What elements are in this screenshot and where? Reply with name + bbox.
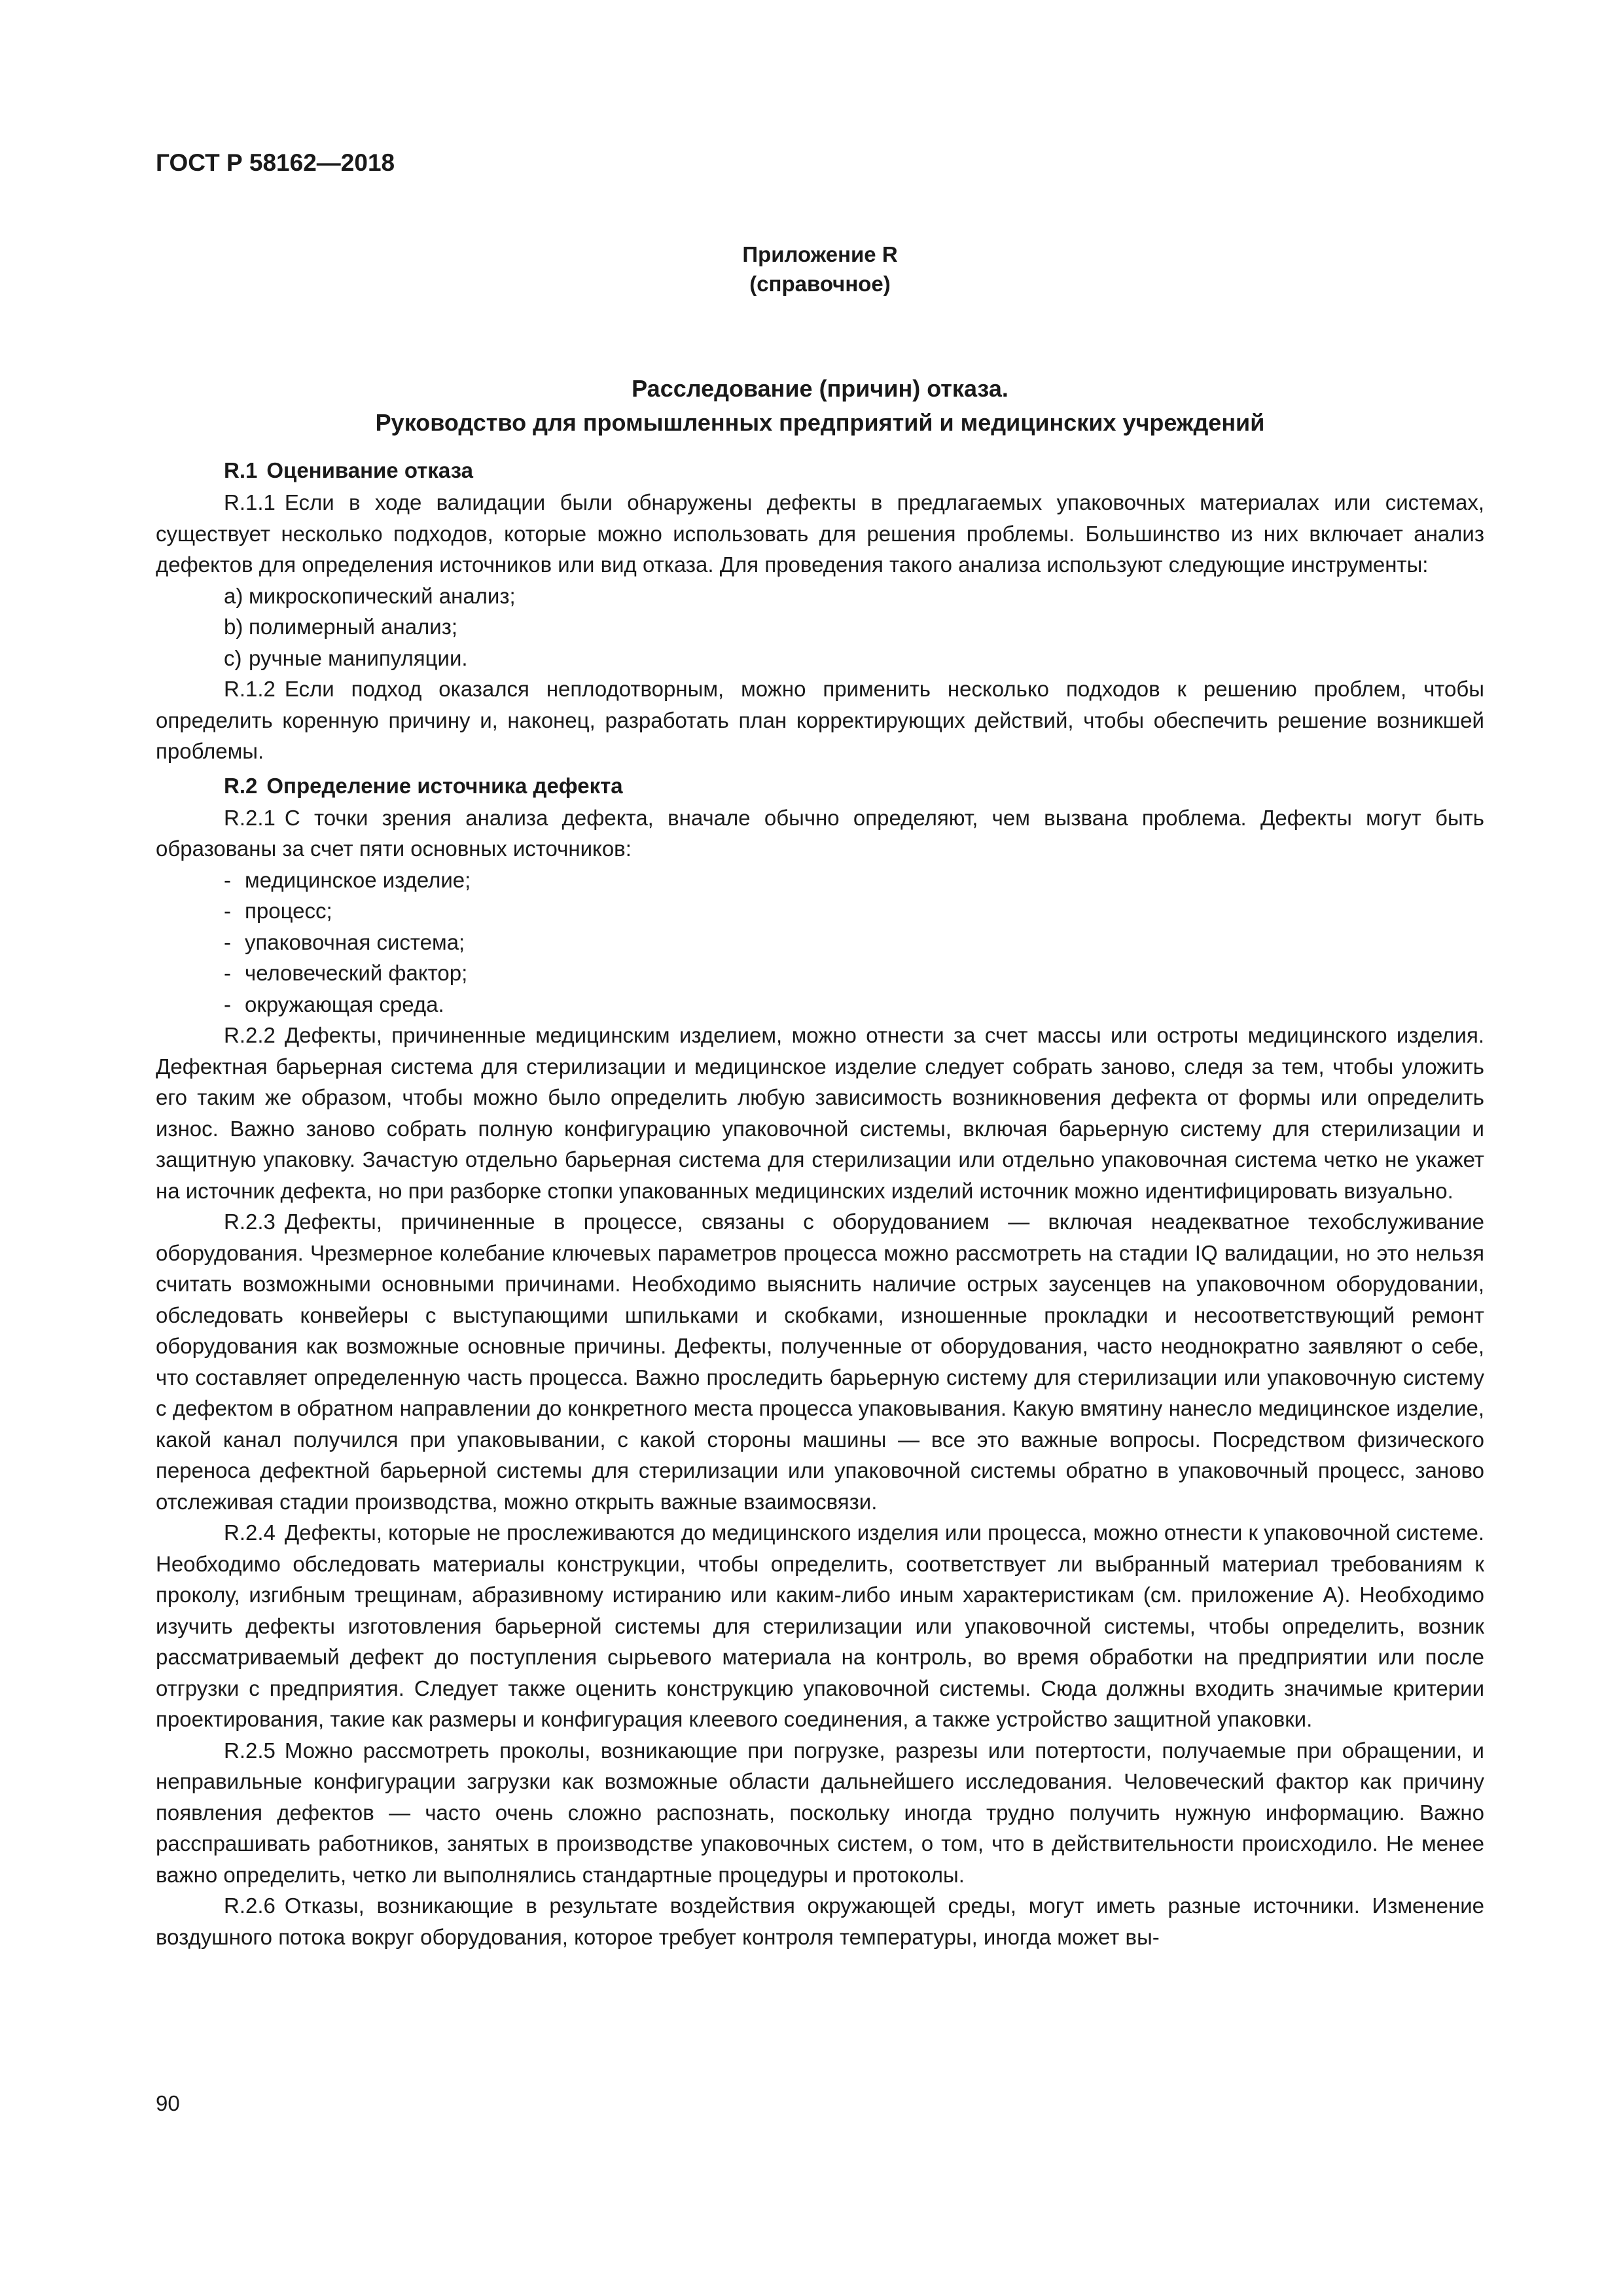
list-item-text: окружающая среда. — [245, 992, 444, 1016]
list-item-text: упаковочная система; — [245, 929, 465, 954]
paragraph-number: R.2.3 — [224, 1210, 276, 1234]
list-marker: - — [224, 961, 231, 985]
list-marker: - — [224, 929, 231, 954]
list-item-text: медицинское изделие; — [245, 867, 471, 892]
paragraph-text: Дефекты, причиненные в процессе, связаны с оборудованием — включая неадекватное техобслуживание оборудования. Чрезмерное колебание ключевых параметров процесса можно рассмотреть на стадии IQ валидации, но это нельзя считать возможными основными причинами. Необходимо выяснить наличие острых заусенцев на упаковочном оборудовании, обследовать конвейеры с выступающими шпильками и скобками, изношенные прокладки и несоответствующий ремонт оборудования как возможные основные причины. Дефекты, полученные от оборудования, часто неоднократно заявляют о себе, что составляет определенную часть процесса. Важно проследить барьерную систему для стерилизации или упаковочную систему с дефектом в обратном направлении до конкретного места процесса упаковывания. Какую вмятину нанесло медицинское изделие, какой канал получился при упаковывании, с какой стороны машины — все это важные вопросы. Посредством физического переноса дефектной барьерной системы для стерилизации или упаковочной системы обратно в упаковочный процесс, заново отслеживая стадии производства, можно открыть важные взаимосвязи. — [156, 1210, 1484, 1514]
section-number: R.1 — [224, 458, 258, 482]
paragraph-number: R.2.5 — [224, 1738, 276, 1763]
section-title: Оценивание отказа — [266, 458, 473, 482]
paragraph-r1-1 — [156, 487, 1484, 581]
paragraph-r2-6 — [156, 1890, 1484, 1952]
paragraph-r1-2 — [156, 673, 1484, 767]
list-marker: b) — [224, 615, 243, 639]
paragraph-text: Можно рассмотреть проколы, возникающие при погрузке, разрезы или потертости, получаемые при обращении, и неправильные конфигурации загрузки как возможные области дальнейшего исследования. Человеческий фактор как причину появления дефектов — часто очень сложно распознать, поскольку иногда трудно получить нужную информацию. Важно расспрашивать работников, занятых в производстве упаковочных систем, о том, что в действительности происходило. Не менее важно определить, четко ли выполнялись стандартные процедуры и протоколы. — [156, 1738, 1484, 1887]
main-title-line-1: Расследование (причин) отказа. — [632, 375, 1008, 402]
paragraph-number: R.2.2 — [224, 1023, 276, 1047]
paragraph-text: Дефекты, причиненные медицинским изделием, можно отнести за счет массы или остроты медицинского изделия. Дефектная барьерная система для стерилизации и медицинское изделие следует собрать заново, следя за тем, чтобы уложить его таким же образом, чтобы можно было определить любую зависимость возникновения дефекта от формы или определить износ. Важно заново собрать полную конфигурацию упаковочной системы, включая барьерную систему для стерилизации и защитную упаковку. Зачастую отдельно барьерная система для стерилизации или отдельно упаковочная система четко не укажет на источник дефекта, но при разборке стопки упакованных медицинских изделий источник можно идентифицировать визуально. — [156, 1023, 1484, 1203]
list-item-text: процесс; — [245, 899, 332, 923]
annex-type: (справочное) — [749, 272, 891, 296]
section-heading-r1 — [156, 456, 1484, 486]
list-marker: - — [224, 899, 231, 923]
paragraph-number: R.2.4 — [224, 1520, 276, 1545]
section-title: Определение источника дефекта — [266, 773, 623, 798]
paragraph-r2-4 — [156, 1517, 1484, 1735]
list-item-text: полимерный анализ; — [249, 615, 458, 639]
list-item — [156, 895, 1484, 927]
section-number: R.2 — [224, 773, 258, 798]
paragraph-number: R.2.1 — [224, 805, 276, 830]
paragraph-text: Отказы, возникающие в результате воздействия окружающей среды, могут иметь разные источники. Изменение воздушного потока вокруг оборудования, которое требует контроля температуры, иногда может вы- — [156, 1893, 1484, 1949]
list-item-text: микроскопический анализ; — [249, 583, 516, 608]
page-number: 90 — [156, 2091, 180, 2115]
list-item — [156, 611, 1484, 643]
paragraph-r2-5 — [156, 1735, 1484, 1891]
list-item — [156, 581, 1484, 612]
paragraph-number: R.2.6 — [224, 1893, 276, 1918]
list-item — [156, 927, 1484, 958]
list-marker: - — [224, 867, 231, 892]
document-code: ГОСТ Р 58162—2018 — [156, 149, 395, 176]
paragraph-r2-2 — [156, 1020, 1484, 1206]
list-marker: a) — [224, 583, 243, 608]
paragraph-text: Дефекты, которые не прослеживаются до медицинского изделия или процесса, можно отнести к упаковочной системе. Необходимо обследовать материалы конструкции, чтобы определить, соответствует ли выбранный материал требованиям к проколу, изгибным трещинам, абразивному истиранию или каким-либо иным характеристикам (см. приложение А). Необходимо изучить дефекты изготовления барьерной системы для стерилизации или упаковочной системы, чтобы определить, возник рассматриваемый дефект до поступления сырьевого материала на контроль, во время обработки на предприятии или после отгрузки с предприятия. Следует также оценить конструкцию упаковочной системы. Сюда должны входить значимые критерии проектирования, такие как размеры и конфигурация клеевого соединения, а также устройство защитной упаковки. — [156, 1520, 1484, 1731]
paragraph-number: R.1.2 — [224, 677, 276, 701]
paragraph-r2-3 — [156, 1206, 1484, 1517]
paragraph-number: R.1.1 — [224, 490, 276, 514]
paragraph-r2-1 — [156, 802, 1484, 865]
paragraph-text: С точки зрения анализа дефекта, вначале обычно определяют, чем вызвана проблема. Дефекты могут быть образованы за счет пяти основных источников: — [156, 805, 1484, 861]
list-item-text: человеческий фактор; — [245, 961, 468, 985]
section-heading-r2 — [156, 771, 1484, 801]
list-marker: - — [224, 992, 231, 1016]
list-item — [156, 958, 1484, 989]
list-item — [156, 643, 1484, 674]
annex-title: Приложение R — [742, 242, 898, 266]
main-title-line-2: Руководство для промышленных предприятий и медицинских учреждений — [375, 409, 1265, 436]
main-title — [156, 372, 1484, 440]
list-item — [156, 865, 1484, 896]
list-item-text: ручные манипуляции. — [249, 645, 468, 670]
list-marker: c) — [224, 645, 242, 670]
document-page — [156, 149, 1484, 1952]
paragraph-text: Если в ходе валидации были обнаружены дефекты в предлагаемых упаковочных материалах или системах, существует несколько подходов, которые можно использовать для решения проблемы. Большинство из них включает анализ дефектов для определения источников или вид отказа. Для проведения такого анализа используют следующие инструменты: — [156, 490, 1484, 577]
paragraph-text: Если подход оказался неплодотворным, можно применить несколько подходов к решению проблем, чтобы определить коренную причину и, наконец, разработать план корректирующих действий, чтобы обеспечить решение возникшей проблемы. — [156, 677, 1484, 763]
list-item — [156, 989, 1484, 1020]
